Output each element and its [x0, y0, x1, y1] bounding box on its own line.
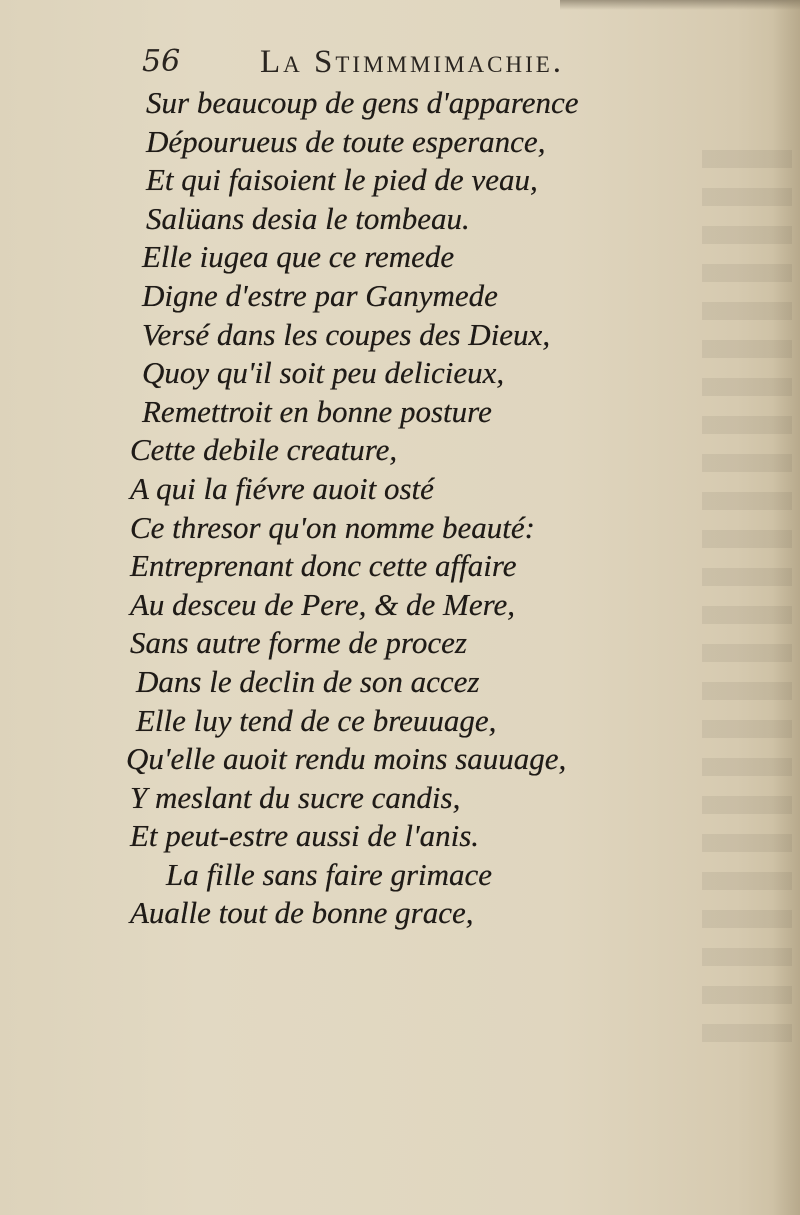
verse-line: Sur beaucoup de gens d'apparence — [146, 85, 579, 120]
verse-line: Y meslant du sucre candis, — [130, 779, 461, 815]
verse-line: Elle luy tend de ce breuuage, — [136, 702, 497, 738]
verse-line: Remettroit en bonne posture — [142, 393, 492, 429]
verse-line: Versé dans les coupes des Dieux, — [142, 316, 551, 352]
verse-line: Et peut-estre aussi de l'anis. — [130, 818, 480, 854]
page-edge-shadow-top — [560, 0, 800, 10]
verse-line: Sans autre forme de procez — [130, 625, 467, 661]
verse-block — [116, 84, 676, 933]
verse-line: Elle iugea que ce remede — [142, 239, 455, 275]
verse-line: Dépourueus de toute esperance, — [146, 123, 546, 159]
verse-line: Quoy qu'il soit peu delicieux, — [142, 355, 505, 391]
verse-line: Au desceu de Pere, & de Mere, — [130, 586, 516, 622]
verse-line: Salüans desia le tombeau. — [146, 200, 470, 236]
verse-line: Qu'elle auoit rendu moins sauuage, — [126, 741, 567, 777]
verse-line: Cette debile creature, — [130, 432, 398, 468]
verse-line: Entreprenant donc cette affaire — [130, 548, 517, 584]
verse-line: Ce thresor qu'on nomme beauté: — [130, 509, 535, 545]
verse-line: La fille sans faire grimace — [166, 856, 493, 892]
page-number: 56 — [142, 44, 181, 79]
verse-line: Dans le declin de son accez — [136, 663, 480, 699]
verse-line: Et qui faisoient le pied de veau, — [146, 162, 538, 198]
page-header — [142, 38, 682, 90]
running-title: La Stimmmimachie. — [260, 44, 565, 80]
verse-line: Aualle tout de bonne grace, — [130, 895, 474, 931]
bleed-through-text — [702, 150, 792, 1050]
verse-line: A qui la fiévre auoit osté — [130, 470, 434, 506]
verse-line: Digne d'estre par Ganymede — [142, 277, 498, 313]
